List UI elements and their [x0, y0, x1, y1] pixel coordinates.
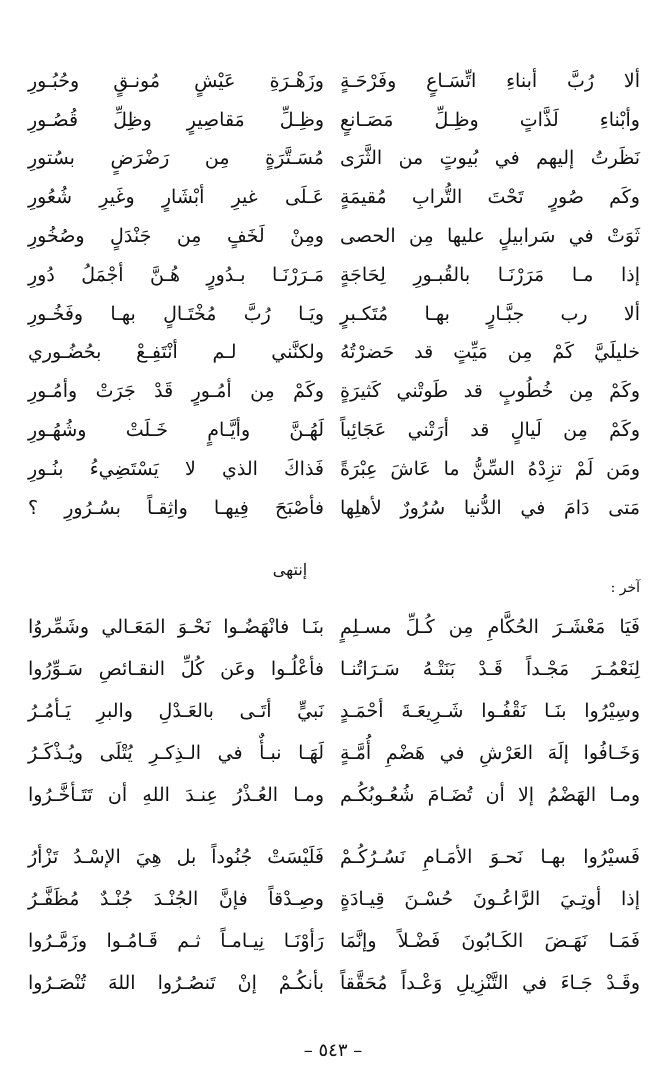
verse-line — [0, 606, 666, 648]
verse-line — [0, 920, 666, 962]
poem-closing — [0, 560, 666, 596]
hemistich-text: لَهُـنَّ وأيَّـامٍ خَـلَتْ وشُهُـورِ — [28, 419, 324, 442]
second-hemistich — [28, 450, 324, 489]
second-hemistich — [28, 295, 324, 334]
verse-line — [0, 140, 666, 179]
second-hemistich — [28, 101, 324, 140]
hemistich-text: خليلَيَّ كَمْ مِن مَيِّتٍ قد حَضرْتُهُ — [340, 341, 640, 364]
first-hemistich — [340, 606, 640, 648]
second-hemistich — [28, 774, 324, 816]
poem-section-1 — [0, 62, 666, 528]
verse-line — [0, 962, 666, 1004]
hemistich-text: فأصْبَحَ فِيهـا واثِقـاً بسُـرُورِ ؟ — [28, 496, 324, 519]
second-hemistich — [28, 256, 324, 295]
first-hemistich — [340, 450, 640, 489]
verse-line — [0, 878, 666, 920]
first-hemistich — [340, 217, 640, 256]
hemistich-text: وَخَـافُوا إلَهَ العَرْشِ في هَضْمِ أُمَّـةٍ — [340, 741, 640, 764]
first-hemistich — [340, 411, 640, 450]
hemistich-text: فأعْلُـوا وعَن كُلِّ النقـائصِ سَـوِّرُوا — [28, 657, 324, 680]
verse-line — [0, 732, 666, 774]
second-hemistich — [28, 217, 324, 256]
hemistich-text: وقَـدْ جَـاءَ في التَّنْزِيلِ وَعْـداً مُحَقَّقاً — [340, 971, 640, 994]
first-hemistich — [340, 101, 640, 140]
hemistich-text: ثَوَتْ في سَرابيلٍ عليها مِن الحصى — [340, 225, 640, 248]
hemistich-text: بأنكُـمْ إنْ تَنصُـرُوا اللهَ تُنْصَـرُوا — [28, 971, 324, 994]
hemistich-text: إذا مـا مَرَرْنَـا بالقُبـورِ لِحَاجَةٍ — [340, 263, 640, 286]
verse-line — [0, 450, 666, 489]
verse-line — [0, 489, 666, 528]
hemistich-text: وكَمْ مِن أمُـورٍ قَدْ جَرَتْ وأمُـورِ — [28, 380, 324, 403]
verse-line — [0, 690, 666, 732]
first-hemistich — [340, 295, 640, 334]
hemistich-text: بنَـا فانْهَضُـوا نَحْـوَ المَعَـالي وشَمِّروُا — [28, 615, 324, 638]
hemistich-text: إذا أوتِـيَ الرَّاعُـونَ حُسْـنَ قِيـادَةٍ — [340, 887, 640, 910]
verse-line — [0, 372, 666, 411]
second-hemistich — [28, 62, 324, 101]
hemistich-text: ومَن لَمْ تزِدْهُ السِّنُّ ما عَاشَ عِبْرَةً — [340, 457, 640, 480]
first-hemistich — [340, 334, 640, 373]
first-hemistich — [340, 774, 640, 816]
first-hemistich — [340, 878, 640, 920]
first-hemistich — [340, 140, 640, 179]
hemistich-text: لِنَعْمُـرَ مَجْـداً قَـدْ بَنَتْـهُ سَـرَاتُنـا — [340, 657, 640, 680]
second-hemistich — [28, 489, 324, 528]
second-hemistich — [28, 690, 324, 732]
verse-line — [0, 101, 666, 140]
first-hemistich — [340, 836, 640, 878]
hemistich-text: نَظَرتُ إليهم في بُيوتٍ من الثَّرَى — [340, 147, 640, 170]
second-hemistich — [28, 606, 324, 648]
hemistich-text: وسِيْرُوا بنَـا نَقْفُـوا شَـرِيعَـةَ أحْمَـدٍ — [340, 699, 640, 722]
verse-line — [0, 411, 666, 450]
verse-line — [0, 648, 666, 690]
verse-line — [0, 178, 666, 217]
verse-line — [0, 334, 666, 373]
hemistich-text: وكَم صُورٍ تَحْتَ التُّرابِ مُقيمَةٍ — [340, 186, 640, 209]
section-label: آخر : — [610, 580, 640, 596]
hemistich-text: فَذاكَ الذي لا يَسْتَضِيءُ بنُـورِ — [28, 457, 324, 480]
hemistich-text: مُسَـتَّرَةٍ مِن رَضْرَضٍ بسُتورِ — [28, 147, 324, 170]
first-hemistich — [340, 372, 640, 411]
hemistich-text: فَسيْرُوا بهـا نَحـوَ الأمَـامِ نَسُـرُكُـمْ — [340, 845, 640, 868]
first-hemistich — [340, 920, 640, 962]
verse-line — [0, 836, 666, 878]
hemistich-text: نَبيٍّ أتَـى بالعَـدْلِ والبرِ يَـأمُـرُ — [28, 699, 324, 722]
first-hemistich — [340, 256, 640, 295]
hemistich-text: عَـلَى غيرِ أبْشَارٍ وغَيرِ شُعُورِ — [28, 186, 324, 209]
verse-line — [0, 217, 666, 256]
hemistich-text: وزَهْـرَةِ عَيْشٍ مُونـقٍ وحُبُـورِ — [28, 69, 324, 92]
poem-section-3 — [0, 836, 666, 1004]
second-hemistich — [28, 962, 324, 1004]
hemistich-text: رَأوْنَـا نِيـامـاً ثـم قَـامُـوا وزَمَّـرُوا — [28, 929, 324, 952]
hemistich-text: ومـا العُـذْرُ عِنـدَ اللهِ أن تَتَـأخَّـرُوا — [28, 783, 324, 806]
second-hemistich — [28, 648, 324, 690]
second-hemistich — [28, 178, 324, 217]
hemistich-text: فَمَـا نَهَـضَ الكَـابُونَ فَضْـلاً وإنَّمَا — [340, 929, 640, 952]
hemistich-text: فَيَا مَعْشَـرَ الحُكَّامِ مِن كُـلِّ مسـلِمٍ — [340, 615, 640, 638]
poem-section-2 — [0, 606, 666, 816]
hemistich-text: ويَـا رُبَّ مُخْتَـالٍ بهـا وفَخُـورِ — [28, 302, 324, 325]
hemistich-text: لَهَـا نبـأٌ في الـذِكـرِ يُتْلَى ويُـذْكَـرُ — [28, 741, 324, 764]
second-hemistich — [28, 140, 324, 179]
hemistich-text: ومـا الهَضْمُ إلا أن تُضَـامَ شُعُـوبُكُـم — [340, 783, 640, 806]
second-hemistich — [28, 732, 324, 774]
first-hemistich — [340, 732, 640, 774]
first-hemistich — [340, 62, 640, 101]
hemistich-text: ألا رب جبَّـارٍ بهـا مُتَكـبرٍ — [340, 302, 640, 325]
second-hemistich — [28, 878, 324, 920]
hemistich-text: ألا رُبَّ أبناءِ اتِّسَـاعٍ وفَرْحَـةٍ — [340, 69, 640, 92]
verse-line — [0, 62, 666, 101]
second-hemistich — [28, 334, 324, 373]
hemistich-text: وكَمْ مِن خُطُوبٍ قد طَوتْني كَثيرَةٍ — [340, 380, 640, 403]
hemistich-text: وأبْناءِ لَذَّاتٍ وظِـلِّ مَصَـانعٍ — [340, 108, 640, 131]
hemistich-text: وكَمْ مِن لَيالٍ قد أرَتْني عَجَائِباً — [340, 419, 640, 442]
first-hemistich — [340, 962, 640, 1004]
page-number: – ٥٤٣ – — [303, 1040, 363, 1061]
first-hemistich — [340, 489, 640, 528]
verse-line — [0, 256, 666, 295]
second-hemistich — [28, 411, 324, 450]
first-hemistich — [340, 648, 640, 690]
first-hemistich — [340, 690, 640, 732]
hemistich-text: وظِـلِّ مَقاصِيرٍ وظِلِّ قُصُـورِ — [28, 108, 324, 131]
first-hemistich — [340, 178, 640, 217]
hemistich-text: مَتى دَامَ في الدُّنيا سُرُورٌ لأهلِها — [340, 496, 640, 519]
second-hemistich — [28, 372, 324, 411]
second-hemistich — [28, 920, 324, 962]
verse-line — [0, 774, 666, 816]
hemistich-text: ومِنْ لَخَفٍ مِن جَنْدَلٍ وصُخُورِ — [28, 225, 324, 248]
hemistich-text: وصِـدْقاً فإنَّ الجُنْـدَ جُنْـدٌ مُظَفَّـرُ — [28, 887, 324, 910]
hemistich-text: مَـرَرْنَـا بـدُورٍ هُـنَّ أجْمَلُ دُورِ — [28, 263, 324, 286]
end-word: إنتهى — [272, 560, 308, 579]
verse-line — [0, 295, 666, 334]
second-hemistich — [28, 836, 324, 878]
hemistich-text: فَلَيْسَتْ جُنُوداً بل هِيَ الإسْـدُ تَزْأرُ — [28, 845, 324, 868]
hemistich-text: ولكنَّني لـم أنْتَفِـعْ بحُضُـوري — [28, 341, 324, 364]
